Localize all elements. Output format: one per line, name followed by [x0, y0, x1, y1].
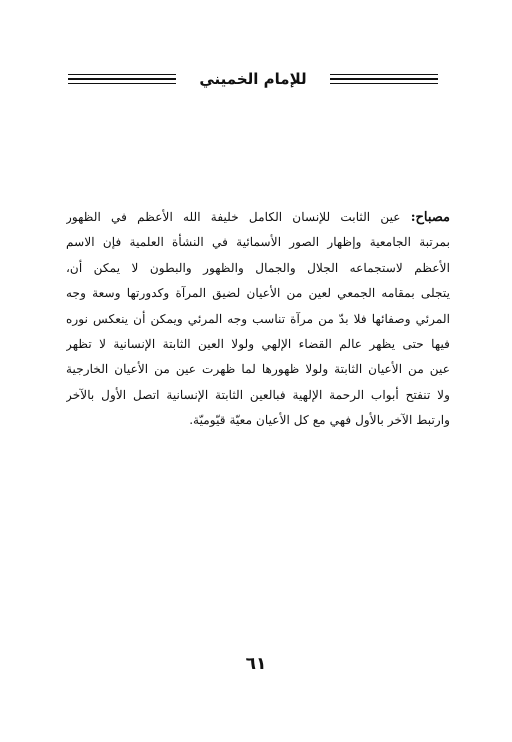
running-header — [68, 64, 438, 94]
entry-line-5: المرئي وصفائها فلا بدّ من مرآة تناسب وجه المرئي ويمكن أن ينعكس نوره — [66, 311, 450, 326]
entry-line-4: يتجلى بمقامه الجمعي لعين من الأعيان لضيق المرآة وكدورتها وسعة وجه — [66, 286, 450, 301]
entry-line-2: بمرتبة الجامعية وإظهار الصور الأسمائية في النشأة العلمية فإن الاسم — [66, 235, 450, 250]
entry-line-1-text: عين الثابت للإنسان الكامل خليفة الله الأعظم في الظهور — [66, 210, 401, 224]
entry-line-7: عين من الأعيان الثابتة ولولا ظهورها لما ظهرت عين من الأعيان الخارجية — [66, 362, 450, 377]
header-rule-left — [68, 74, 176, 85]
header-title: للإمام الخميني — [199, 70, 307, 88]
entry-line-8: ولا تنفتح أبواب الرحمة الإلهية فبالعين الثابتة الإنسانية اتصل الأول بالآخر — [66, 387, 450, 402]
entry-body — [66, 205, 450, 434]
entry-line-6: فيها حتى يظهر عالم القضاء الإلهي ولولا العين الثابتة الإنسانية لا تظهر — [66, 337, 450, 352]
header-rule-right — [330, 74, 438, 85]
entry-line-3: الأعظم لاستجماعه الجلال والجمال والظهور والبطون لا يمكن أن، — [66, 260, 450, 275]
entry-line-9: وارتبط الآخر بالأول فهي مع كل الأعيان معيّة قيّوميّة. — [189, 413, 450, 428]
page-number: ٦١ — [245, 654, 267, 674]
entry-line-1 — [66, 205, 450, 230]
entry-term: مصباح: — [410, 210, 450, 225]
